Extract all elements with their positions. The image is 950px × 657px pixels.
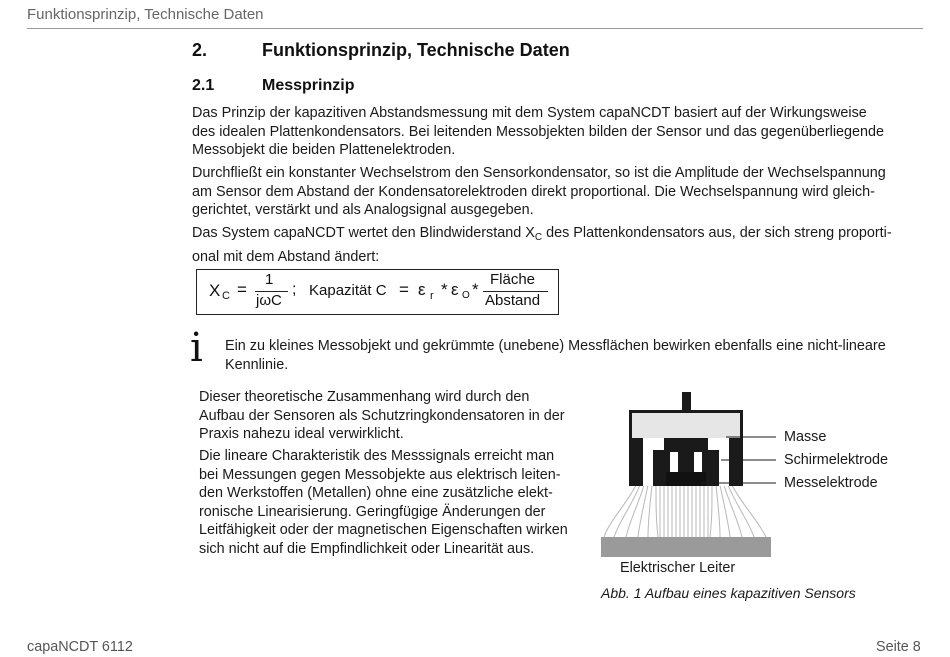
figure-caption: Abb. 1 Aufbau eines kapazitiven Sensors	[601, 585, 856, 601]
section-number: 2.	[192, 40, 208, 60]
paragraph-line: Die lineare Charakteristik des Messsignals erreicht man	[199, 448, 555, 464]
paragraph-reactance	[192, 224, 927, 266]
formula-xc-subscript: C	[222, 290, 230, 302]
label-measuring-electrode: Messelektrode	[784, 475, 878, 491]
formula-box	[196, 269, 559, 315]
formula-xc: X	[209, 281, 221, 300]
paragraph-line: Praxis nahezu ideal verwirklicht.	[199, 426, 404, 442]
footer-page-number: Seite 8	[876, 639, 921, 655]
paragraph-line: gerichtet, verstärkt und als Analogsignal ausgegeben.	[192, 202, 534, 218]
paragraph-line: den Werkstoffen (Metallen) ohne eine zusätzliche elekt-	[199, 485, 553, 501]
footer-product: capaNCDT 6112	[27, 639, 133, 655]
paragraph-principle	[192, 104, 927, 160]
section-title: Funktionsprinzip, Technische Daten	[262, 40, 570, 60]
note-line: Ein zu kleines Messobjekt und gekrümmte (unebene) Messflächen bewirken ebenfalls eine nicht-lineare	[225, 338, 886, 354]
label-shield-electrode: Schirmelektrode	[784, 452, 888, 468]
paragraph-line: Leitfähigkeit oder der magnetischen Eigenschaften wirken	[199, 522, 568, 538]
field-lines	[604, 485, 766, 537]
sensor-connector	[682, 392, 691, 411]
paragraph-line: des idealen Plattenkondensators. Bei leitenden Messobjekten bilden der Sensor und das gegenüberliegende	[192, 123, 885, 140]
label-ground: Masse	[784, 429, 827, 445]
paragraph-line: Durchfließt ein konstanter Wechselstrom den Sensorkondensator, so ist die Amplitude der Wechselspannung	[192, 165, 886, 181]
paragraph-text: des Plattenkondensators aus, der sich streng proporti-	[542, 225, 892, 241]
paragraph-line: bei Messungen gegen Messobjekte aus elektrisch leiten-	[199, 466, 561, 483]
info-note	[225, 337, 925, 374]
formula-epsilon: ε	[418, 280, 426, 299]
header-divider	[27, 28, 923, 29]
formula-multiply: *	[441, 280, 448, 299]
measuring-electrode	[666, 472, 706, 486]
paragraph-line: Dieser theoretische Zusammenhang wird durch den	[199, 389, 530, 405]
paragraph-line: Das Prinzip der kapazitiven Abstandsmessung mit dem System capaNCDT basiert auf der Wirkungsweise	[192, 105, 867, 121]
formula-epsilon-subscript: r	[430, 290, 434, 302]
conductor-plate	[601, 537, 771, 557]
formula-multiply: *	[472, 280, 479, 299]
paragraph-guard-ring	[199, 388, 599, 444]
running-header: Funktionsprinzip, Technische Daten	[27, 6, 264, 23]
formula-denominator: jωC	[256, 292, 282, 309]
paragraph-linearity	[199, 447, 599, 558]
paragraph-alternating-current	[192, 164, 927, 220]
formula-denominator: Abstand	[485, 292, 541, 309]
paragraph-line: Messobjekt die beiden Plattenelektroden.	[192, 142, 456, 158]
formula-separator: ;	[292, 281, 297, 298]
info-icon: i	[190, 325, 203, 371]
formula-epsilon-subscript: O	[462, 290, 470, 301]
formula-equals: =	[237, 280, 247, 299]
formula-capacity-label: Kapazität C	[309, 282, 387, 299]
formula-epsilon: ε	[451, 280, 459, 299]
paragraph-line: sich nicht auf die Empfindlichkeit oder Linearität aus.	[199, 540, 535, 557]
subsection-number: 2.1	[192, 77, 215, 94]
subsection-title: Messprinzip	[262, 77, 355, 94]
paragraph-line: am Sensor dem Abstand der Kondensatorelektroden direkt proportional. Die Wechselspannung wird gleich-	[192, 183, 875, 200]
formula-numerator: Fläche	[490, 271, 536, 288]
note-line: Kennlinie.	[225, 356, 289, 373]
paragraph-text: Das System capaNCDT wertet den Blindwiderstand X	[192, 225, 535, 241]
sensor-diagram	[596, 390, 776, 562]
reactance-subscript: C	[534, 232, 543, 243]
formula-equals: =	[399, 280, 409, 299]
label-conductor: Elektrischer Leiter	[620, 560, 736, 576]
paragraph-line: onal mit dem Abstand ändert:	[192, 248, 380, 265]
formula-numerator: 1	[265, 271, 274, 288]
paragraph-line: ronische Linearisierung. Geringfügige Änderungen der	[199, 503, 546, 520]
paragraph-line: Aufbau der Sensoren als Schutzringkondensatoren in der	[199, 407, 565, 424]
